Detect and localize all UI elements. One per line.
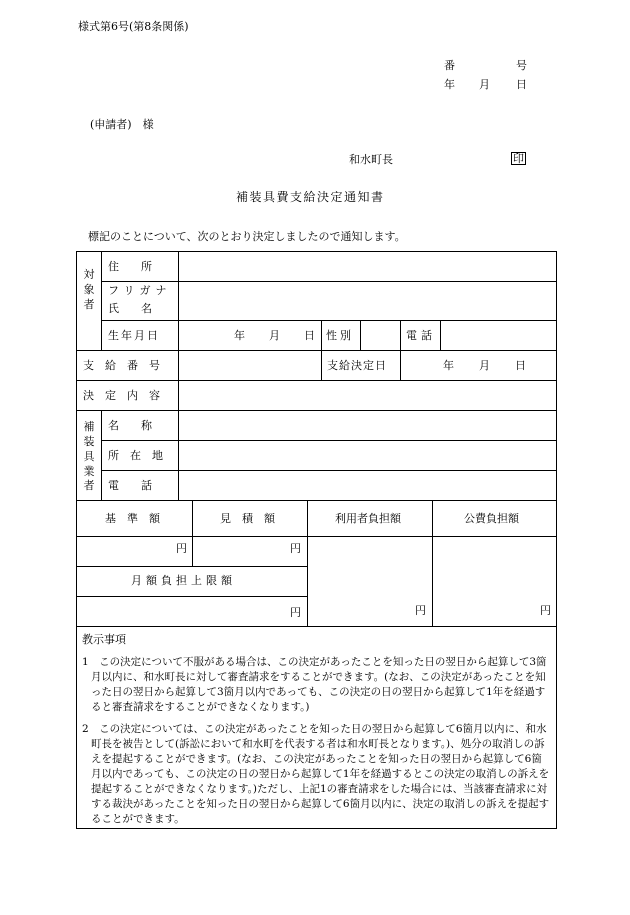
col-estimate-header: 見 積 額 [220, 512, 275, 525]
sex-label: 性別 [326, 329, 354, 342]
ref-ban: 番 [444, 59, 455, 72]
notes-heading: 教示事項 [82, 633, 126, 646]
subject-group-label: 対 象 者 [83, 268, 95, 311]
yen-user: 円 [415, 604, 426, 617]
yen-public: 円 [540, 604, 551, 617]
col-public-header: 公費負担額 [464, 512, 519, 525]
birth-tsuki: 月 [269, 329, 280, 342]
vendor-phone-label: 電 話 [108, 479, 152, 492]
monthly-limit-label: 月額負担上限額 [131, 574, 236, 587]
pay-hi: 日 [515, 359, 526, 372]
date-nen: 年 [444, 78, 455, 91]
pay-date-label: 支給決定日 [327, 359, 387, 372]
yen-monthly-limit: 円 [290, 606, 301, 619]
seal-stamp: 印 [513, 152, 524, 165]
birth-label: 生年月日 [108, 329, 160, 342]
applicant-line: (申請者) 様 [90, 118, 154, 131]
vendor-group-label: 補 装 具 業 者 [83, 420, 95, 493]
birth-hi: 日 [304, 329, 315, 342]
furigana-label: フリガナ [108, 284, 172, 297]
col-base-header: 基 準 額 [105, 512, 160, 525]
pay-tsuki: 月 [479, 359, 490, 372]
ref-go: 号 [516, 59, 527, 72]
vendor-location-label: 所 在 地 [108, 449, 163, 462]
pay-nen: 年 [443, 359, 454, 372]
name-label: 氏 名 [108, 302, 152, 315]
date-tsuki: 月 [479, 78, 490, 91]
yen-base: 円 [176, 542, 187, 555]
notes-item-1: 1 この決定について不服がある場合は、この決定があったことを知った日の翌日から起算して3箇月以内に、和水町長に対して審査請求をすることができます。(なお、この決定があったことを知った日の翌日から起算して3箇月以内であっても、この決定の日の翌日から起算して1年を経過すると審査請求をすることができなくなります。) [82, 656, 547, 713]
yen-estimate: 円 [290, 542, 301, 555]
address-label: 住 所 [108, 260, 152, 273]
notes-item-2: 2 この決定については、この決定があったことを知った日の翌日から起算して6箇月以内に、和水町長を被告として(訴訟において和水町を代表する者は和水町長となります。)、処分の取消しの訴えを提起することができます。(なお、この決定があったことを知った日の翌日から起算して6箇月以内であっても、この決定の日の翌日から起算して1年を経過するとこの決定の取消しの訴えを提起することができなくなります。)ただし、上記1の審査請求をした場合には、当該審査請求に対する裁決があったことを知った日の翌日から起算して6箇月以内に、決定の取消しの訴えを提起することができます。 [82, 723, 550, 825]
issuer-name: 和水町長 [349, 153, 393, 166]
vendor-name-label: 名 称 [108, 419, 152, 432]
pay-number-label: 支 給 番 号 [83, 359, 160, 372]
document-title: 補装具費支給決定通知書 [236, 190, 385, 204]
col-user-header: 利用者負担額 [335, 512, 401, 525]
phone-label: 電話 [406, 329, 436, 342]
decision-label: 決 定 内 容 [83, 389, 160, 402]
date-hi: 日 [516, 78, 527, 91]
intro-text: 標記のことについて、次のとおり決定しましたので通知します。 [88, 230, 406, 243]
birth-nen: 年 [234, 329, 245, 342]
form-number: 様式第6号(第8条関係) [78, 20, 189, 33]
